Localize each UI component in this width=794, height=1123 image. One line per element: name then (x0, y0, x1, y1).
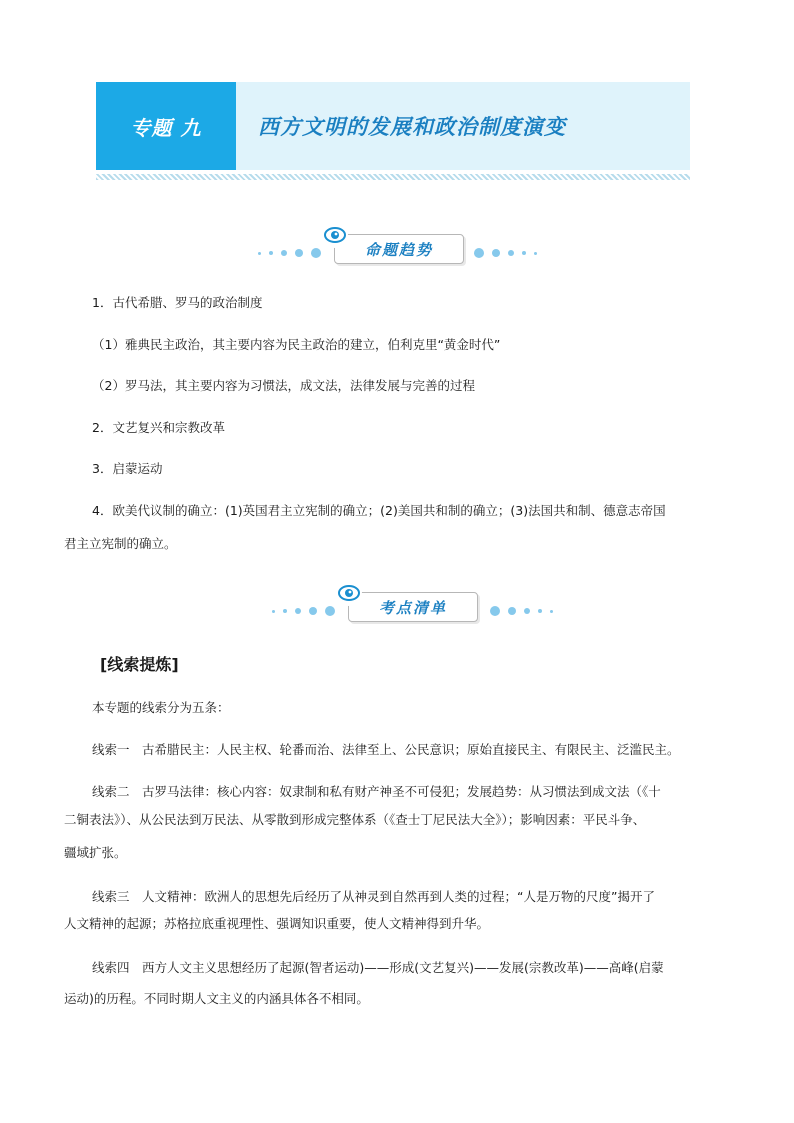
page-title: 西方文明的发展和政治制度演变 (258, 115, 566, 139)
clue-line: 线索一 古希腊民主：人民主权、轮番而治、法律至上、公民意识；原始直接民主、有限民主、泛滥民主。 (92, 742, 680, 757)
left-dots-decoration (258, 248, 321, 258)
trend-badge-label: 命题趋势 (334, 234, 464, 264)
trend-item: 1．古代希腊、罗马的政治制度 (92, 295, 263, 310)
section-badge-checklist (0, 578, 794, 628)
clue-line: 人文精神的起源；苏格拉底重视理性、强调知识重要，使人文精神得到升华。 (64, 916, 490, 931)
clue-line: 线索四 西方人文主义思想经历了起源(智者运动)——形成(文艺复兴)——发展(宗教改革)——高峰(启蒙 (92, 960, 664, 975)
left-dots-decoration (272, 606, 335, 616)
clue-line: 线索三 人文精神：欧洲人的思想先后经历了从神灵到自然再到人类的过程；“人是万物的尺度”揭开了 (92, 889, 655, 904)
eye-icon (336, 580, 362, 606)
clue-line: 疆域扩张。 (64, 845, 127, 860)
banner-divider (96, 174, 690, 180)
clue-line: 二铜表法》）、从公民法到万民法、从零散到形成完整体系（《查士丁尼民法大全》）；影响因素：平民斗争、 (64, 812, 646, 827)
eye-icon (322, 222, 348, 248)
trend-item: 2．文艺复兴和宗教改革 (92, 420, 225, 435)
section-badge-trend (0, 220, 794, 270)
clue-intro: 本专题的线索分为五条： (92, 700, 230, 715)
trend-item: 3．启蒙运动 (92, 461, 163, 476)
trend-item-continuation: 君主立宪制的确立。 (64, 536, 177, 551)
section-subheading: [线索提炼] (100, 655, 179, 674)
trend-item: （2）罗马法，其主要内容为习惯法，成文法，法律发展与完善的过程 (92, 378, 475, 393)
clue-line: 线索二 古罗马法律：核心内容：奴隶制和私有财产神圣不可侵犯；发展趋势：从习惯法到成文法（《十 (92, 784, 661, 799)
right-dots-decoration (490, 606, 553, 616)
trend-item: （1）雅典民主政治，其主要内容为民主政治的建立，伯利克里“黄金时代” (92, 337, 501, 352)
topic-banner (96, 82, 690, 170)
trend-item: 4．欧美代议制的确立：(1)英国君主立宪制的确立；(2)美国共和制的确立；(3)法国共和制、德意志帝国 (92, 503, 666, 518)
right-dots-decoration (474, 248, 537, 258)
topic-number-label: 专题 九 (96, 82, 236, 170)
checklist-badge-label: 考点清单 (348, 592, 478, 622)
clue-line: 运动)的历程。不同时期人文主义的内涵具体各不相同。 (64, 991, 369, 1006)
